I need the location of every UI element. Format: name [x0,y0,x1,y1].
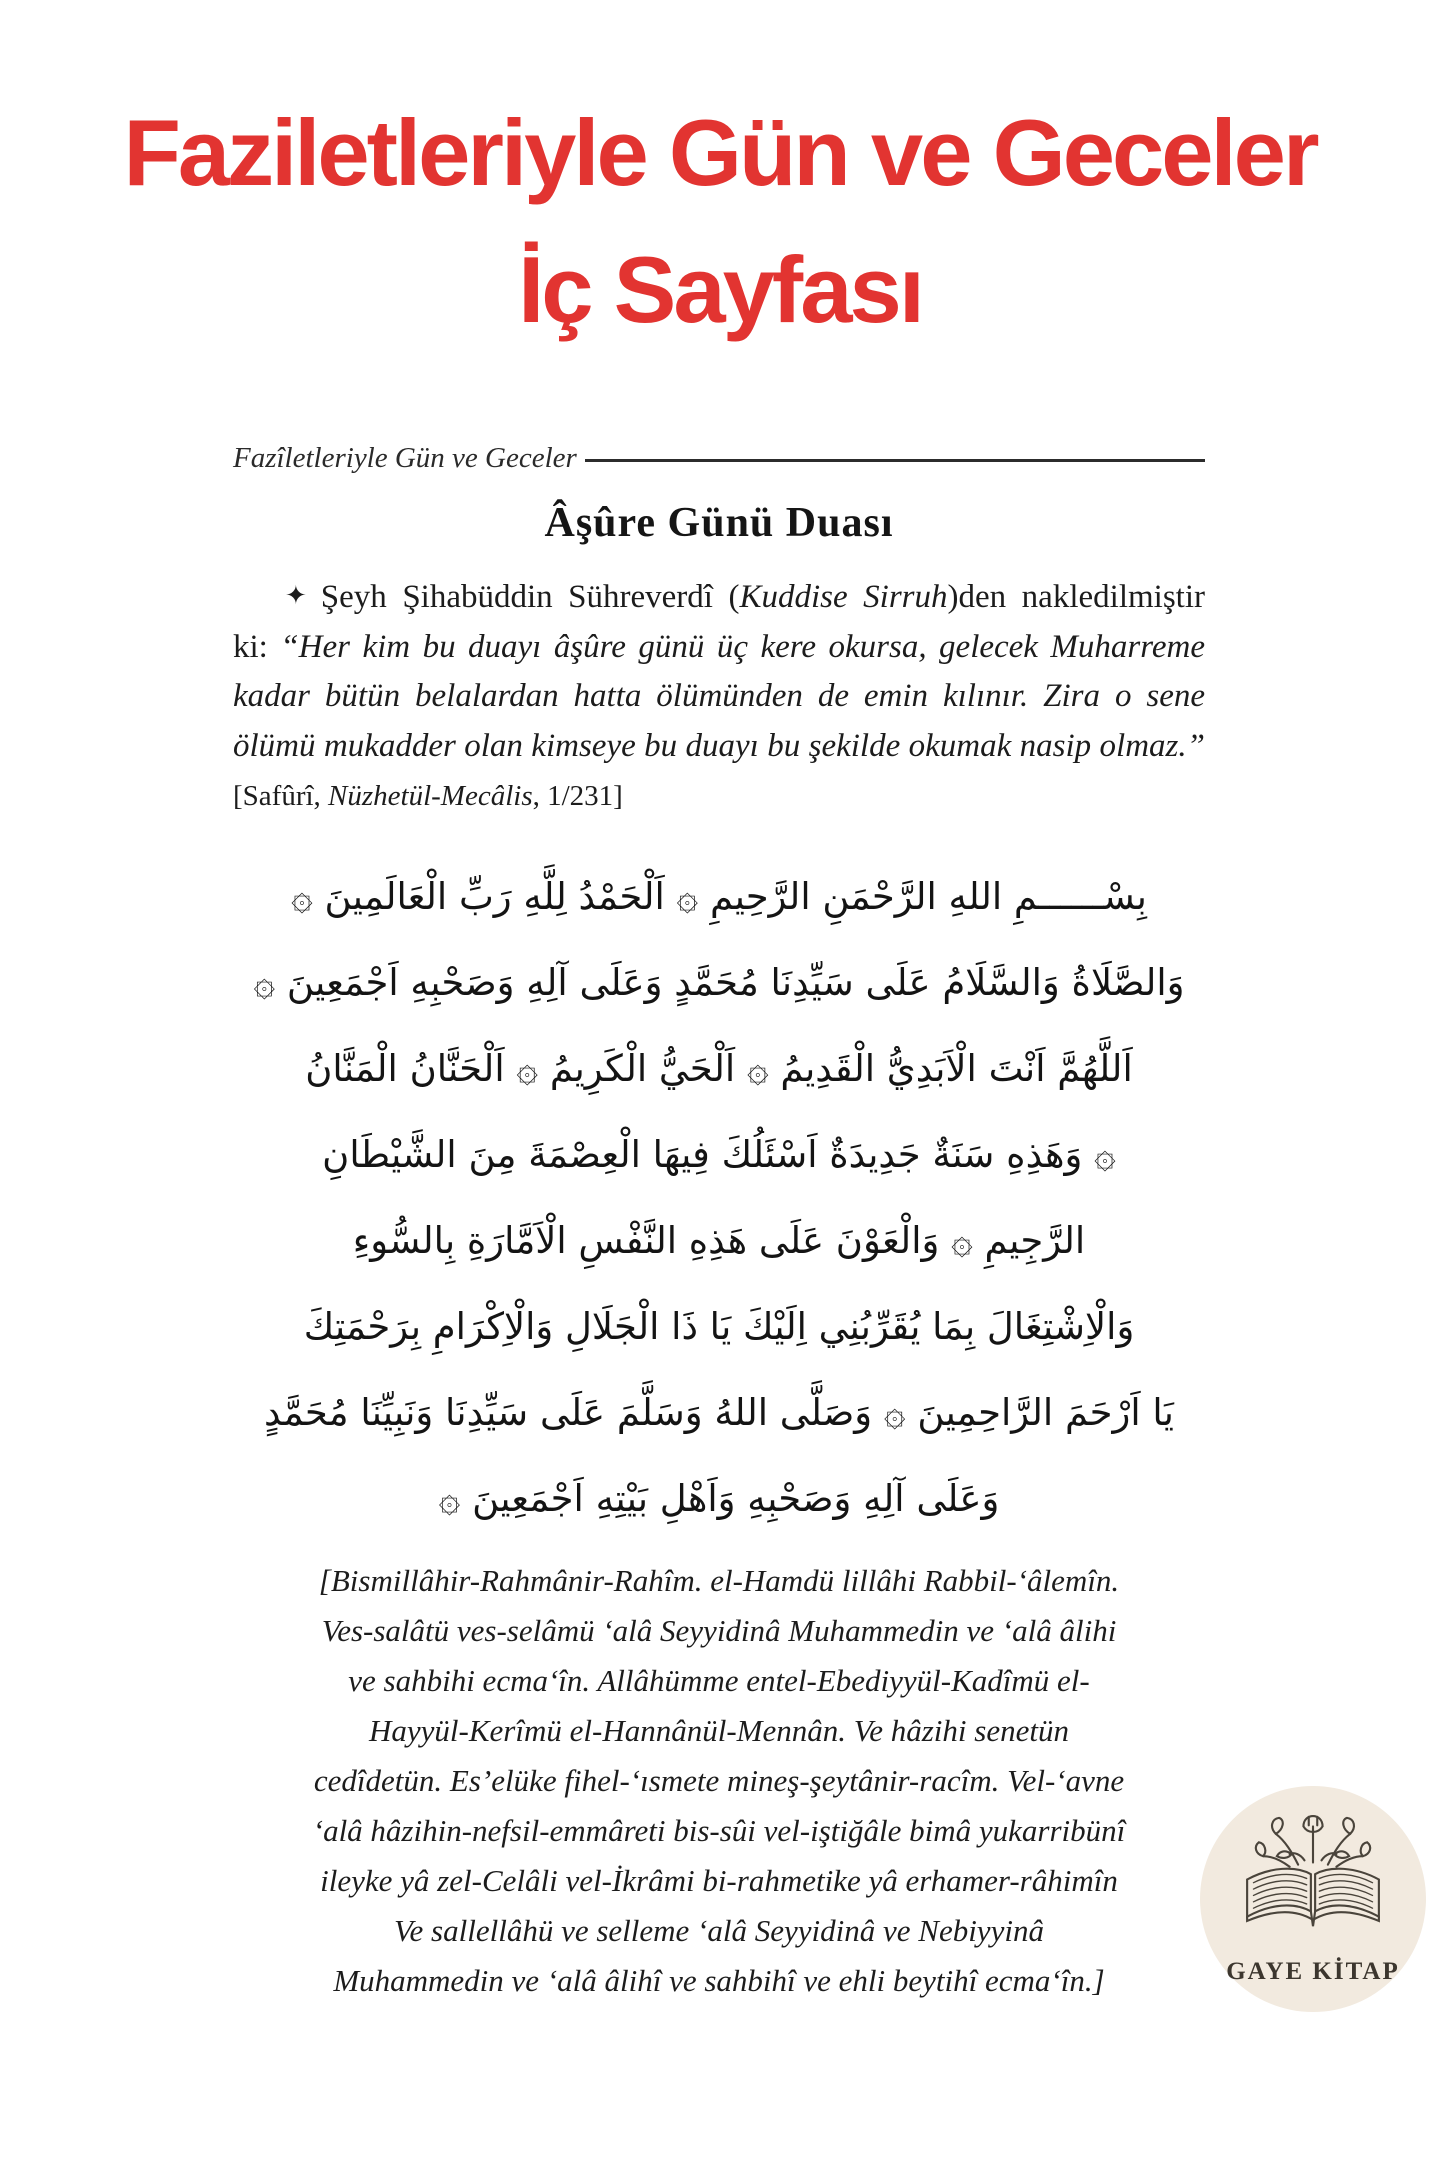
poster-title [0,84,1440,358]
intro-paragraph [233,573,1205,821]
transliteration-block [233,1556,1205,2006]
arabic-line: بِسْــــــمِ اللهِ الرَّحْمَنِ الرَّحِيمِ ۞ اَلْحَمْدُ لِلَّهِ رَبِّ الْعَالَمِينَ ۞ [291,874,1147,918]
transliteration-line: Ves-salâtü ves-selâmü ‘alâ Seyyidinâ Muhammedin ve ‘alâ âlihi [321,1612,1117,1648]
citation-close: , 1/231] [532,780,623,812]
poster-title-line1: Faziletleriyle Gün ve Geceler [123,100,1317,205]
arabic-line: وَالصَّلَاةُ وَالسَّلَامُ عَلَى سَيِّدِنَا مُحَمَّدٍ وَعَلَى آلِهِ وَصَحْبِهِ اَجْمَعِينَ ۞ [253,960,1185,1004]
arabic-line: وَعَلَى آلِهِ وَصَحْبِهِ وَاَهْلِ بَيْتِهِ اَجْمَعِينَ ۞ [438,1476,1000,1520]
transliteration-line: ve sahbihi ecma‘în. Allâhümme entel-Ebediyyül-Kadîmü el- [348,1662,1090,1698]
running-head-rule [585,459,1205,462]
transliteration-line: cedîdetün. Es’elüke fihel-‘ısmete mineş-şeytânir-racîm. Vel-‘avne [313,1762,1125,1798]
arabic-line: اَللَّهُمَّ اَنْتَ الْاَبَدِيُّ الْقَدِيمُ ۞ اَلْحَيُّ الْكَرِيمُ ۞ اَلْحَنَّانُ الْمَنَّانُ [305,1046,1133,1090]
paragraph-italic: Kuddise Sirruh [739,579,948,615]
transliteration-line: Muhammedin ve ‘alâ âlihî ve sahbihî ve ehli beytihî ecma‘în.] [333,1962,1105,1998]
publisher-logo-badge [1200,1786,1426,2012]
paragraph-text: Şeyh Şihabüddin Sühreverdî ( [320,579,740,615]
arabic-prayer-block [233,854,1205,1542]
citation-source: Nüzhetül-Mecâlis [328,780,533,812]
transliteration-line: ‘alâ hâzihin-nefsil-emmâreti bis-sûi vel-iştiğâle bimâ yukarribünî [312,1812,1126,1848]
transliteration-line: Hayyül-Kerîmü el-Hannânül-Mennân. Ve hâzihi senetün [369,1712,1069,1748]
running-head [233,442,1205,475]
poster-title-line2: İç Sayfası [518,237,922,343]
citation-open: [Safûrî, [233,780,329,812]
star-ornament-icon: ✦ [285,581,307,610]
open-book-flowers-icon [1228,1806,1398,1936]
arabic-line: يَا اَرْحَمَ الرَّاحِمِينَ ۞ وَصَلَّى اللهُ وَسَلَّمَ عَلَى سَيِّدِنَا وَنَبِيِّنَا مُحَمَّدٍ [264,1390,1174,1434]
arabic-line: ۞ وَهَذِهِ سَنَةٌ جَدِيدَةٌ اَسْئَلُكَ فِيهَا الْعِصْمَةَ مِنَ الشَّيْطَانِ [322,1132,1116,1176]
running-head-title: Fazîletleriyle Gün ve Geceler [233,442,577,474]
publisher-name: GAYE KİTAP [1226,1958,1400,1985]
page-title: Âşûre Günü Duası [544,500,894,546]
paragraph-text: )den nakledilmiştir ki: [233,579,1205,665]
book-page-scan [233,442,1205,2006]
transliteration-line: [Bismillâhir-Rahmânir-Rahîm. el-Hamdü lillâhi Rabbil-‘âlemîn. [318,1562,1120,1598]
transliteration-line: Ve sallellâhü ve selleme ‘alâ Seyyidinâ ve Nebiyyinâ [394,1912,1044,1948]
paragraph-quote: “Her kim bu duayı âşûre günü üç kere okursa, gelecek Muharreme kadar bütün belalardan hatta ölümünden de emin kılınır. Zira o sene ölümü mukadder olan kimseye bu duayı bu şekilde okumak nasip olmaz.” [233,628,1205,764]
transliteration-line: ileyke yâ zel-Celâli vel-İkrâmi bi-rahmetike yâ erhamer-râhimîn [320,1862,1118,1898]
arabic-line: الرَّجِيمِ ۞ وَالْعَوْنَ عَلَى هَذِهِ النَّفْسِ الْاَمَّارَةِ بِالسُّوءِ [352,1218,1086,1262]
arabic-line: وَالْاِشْتِغَالَ بِمَا يُقَرِّبُنِي اِلَيْكَ يَا ذَا الْجَلَالِ وَالْاِكْرَامِ بِرَحْمَتِكَ [303,1304,1135,1348]
